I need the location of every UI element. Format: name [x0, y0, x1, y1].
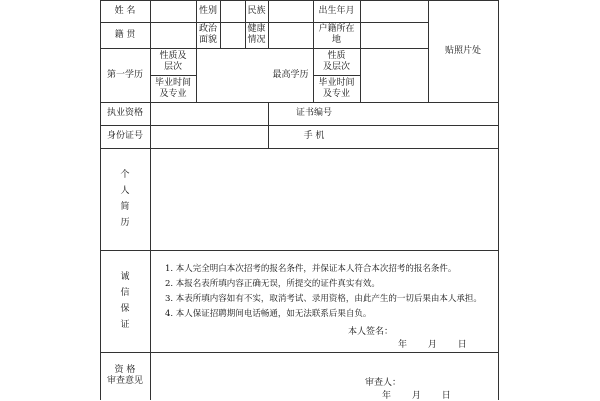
gender-label: 性别 [198, 5, 217, 16]
pledge-item: 2. 本报名表所填内容正确无误，所提交的证件真实有效。 [165, 279, 380, 289]
row-divider [100, 352, 498, 353]
highest-degree-graduation-label: 毕业时间 及专业 [318, 77, 355, 99]
row-divider [100, 148, 498, 149]
column-divider [268, 0, 269, 48]
qualification-label: 执业资格 [106, 108, 143, 118]
birth-date-label: 出生年月 [318, 5, 355, 16]
photo-placeholder: 贴照片处 [444, 45, 481, 56]
first-degree-label: 第一学历 [106, 69, 143, 80]
health-label: 健康 情况 [247, 24, 266, 45]
pledge-list [165, 262, 482, 322]
first-degree-nature-label: 性质及 层次 [159, 50, 187, 72]
hukou-label: 户籍所在 地 [318, 24, 355, 45]
first-degree-graduation-label: 毕业时间 及专业 [154, 77, 191, 99]
political-status-label: 政治 面貌 [198, 24, 217, 45]
certificate-number-label: 证书编号 [295, 108, 332, 118]
review-date: 年 月 日 [382, 391, 451, 401]
highest-degree-nature-label: 性质 及层次 [322, 50, 350, 72]
column-divider [360, 0, 361, 102]
id-number-label: 身份证号 [106, 131, 143, 141]
pledge-item: 1. 本人完全明白本次招考的报名条件，并保证本人符合本次招考的报名条件。 [165, 264, 457, 274]
pledge-item: 4. 本人保证招聘期间电话畅通，如无法联系后果自负。 [165, 309, 372, 319]
ethnicity-label: 民族 [247, 5, 266, 16]
signature-date: 年 月 日 [398, 340, 467, 350]
table-border-right [498, 0, 499, 400]
highest-degree-label: 最高学历 [272, 69, 309, 80]
signature-label: 本人签名： [348, 327, 394, 337]
phone-label: 手 机 [303, 131, 325, 141]
reviewer-label: 审查人： [365, 378, 402, 388]
review-opinion-label: 资 格 审查意见 [106, 365, 143, 386]
integrity-pledge-label: 诚 信 保 证 [120, 272, 130, 330]
row-divider [100, 250, 498, 251]
name-label: 姓 名 [114, 5, 136, 16]
pledge-item: 3. 本表所填内容如有不实，取消考试、录用资格，由此产生的一切后果由本人承担。 [165, 294, 482, 304]
column-divider [220, 0, 221, 48]
native-place-label: 籍 贯 [114, 29, 136, 40]
resume-label: 个 人 简 历 [120, 170, 130, 228]
